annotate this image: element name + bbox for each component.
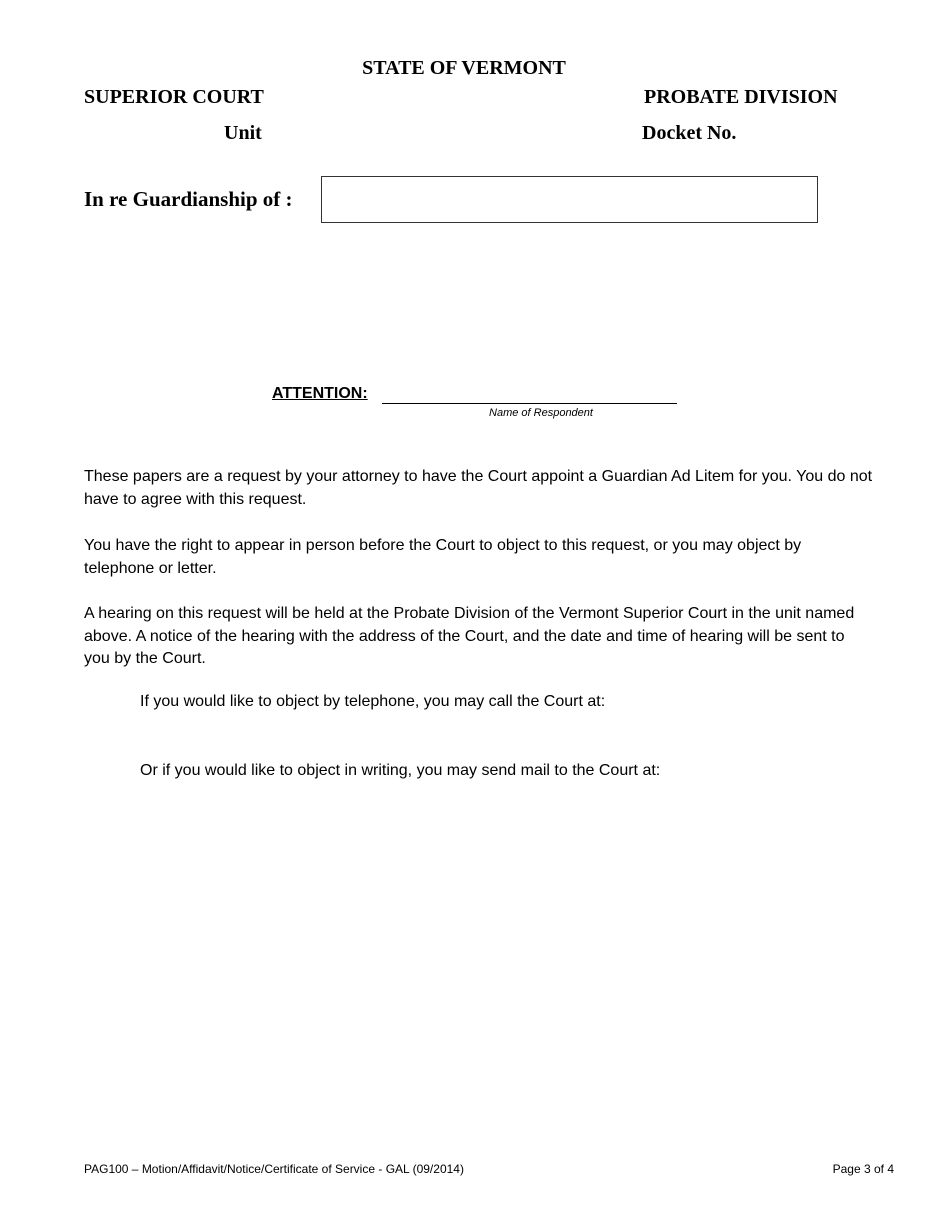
phone-instruction: If you would like to object by telephone, you may call the Court at: — [140, 693, 606, 710]
guardianship-label: In re Guardianship of : — [84, 187, 293, 211]
court-name: SUPERIOR COURT — [84, 86, 264, 108]
unit-label: Unit — [224, 122, 262, 144]
paragraph-hearing: A hearing on this request will be held at the Probate Division of the Vermont Superior Court in the unit named above. A notice of the hearing with the address of the Court, and the date and time of hearing will be sent to you by the Court. — [84, 605, 855, 667]
mail-instruction: Or if you would like to object in writing, you may send mail to the Court at: — [140, 762, 661, 779]
division-name: PROBATE DIVISION — [644, 86, 838, 108]
guardianship-name-field[interactable] — [321, 176, 818, 223]
paragraph-request: These papers are a request by your attorney to have the Court appoint a Guardian Ad Litem for you. You do not have to agree with this request. — [84, 468, 873, 508]
docket-label: Docket No. — [642, 122, 737, 144]
state-heading: STATE OF VERMONT — [362, 57, 566, 79]
attention-label: ATTENTION: — [272, 385, 368, 402]
paragraph-right-to-object: You have the right to appear in person before the Court to object to this request, or you may object by telephone or letter. — [84, 537, 802, 577]
footer-page-number: Page 3 of 4 — [832, 1162, 894, 1176]
footer-form-id: PAG100 – Motion/Affidavit/Notice/Certificate of Service - GAL (09/2014) — [84, 1162, 464, 1176]
respondent-caption: Name of Respondent — [489, 407, 593, 419]
respondent-name-field[interactable] — [382, 403, 677, 404]
